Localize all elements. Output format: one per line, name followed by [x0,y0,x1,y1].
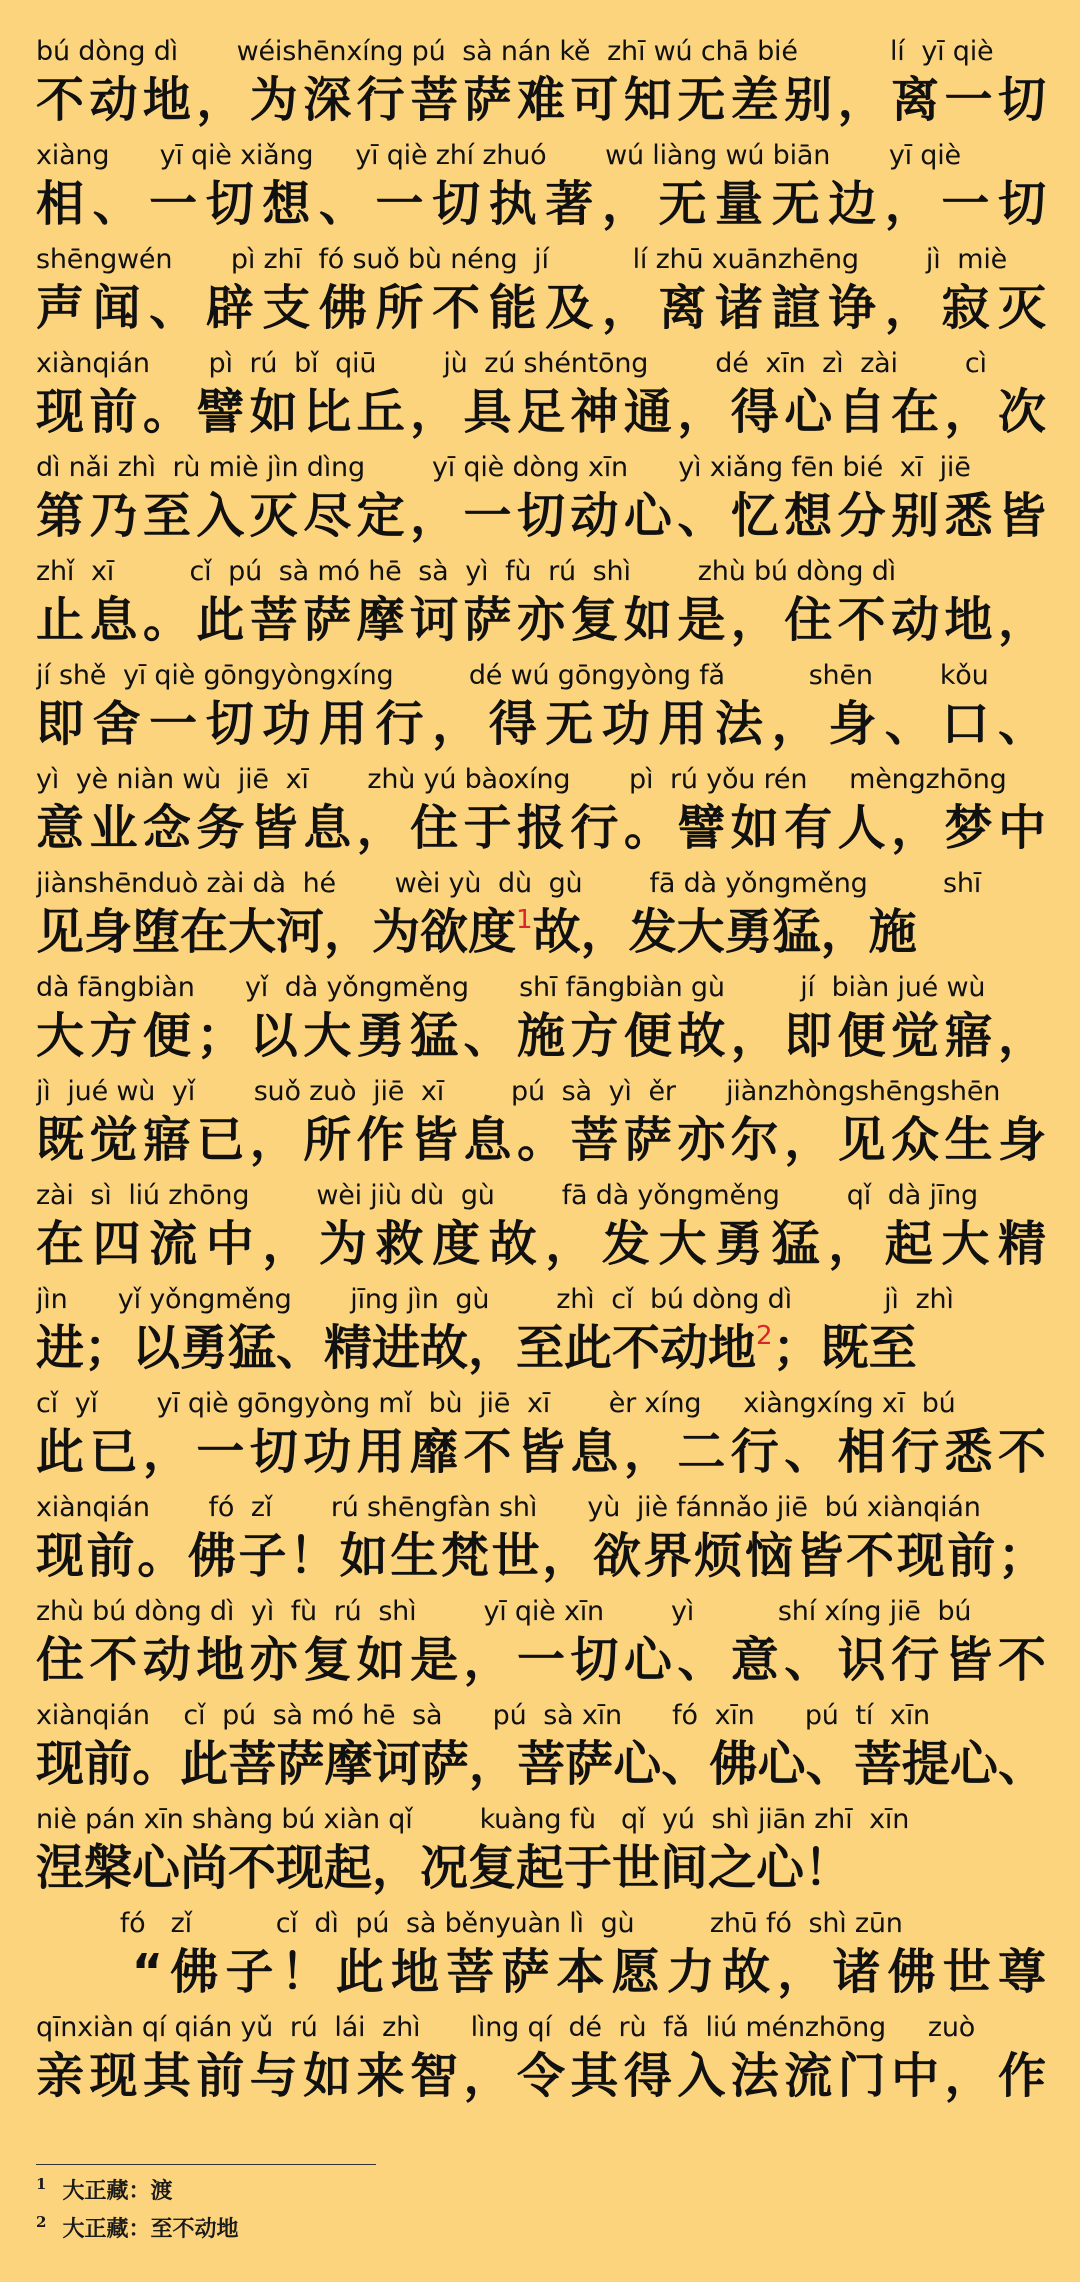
pinyin-row: fó zǐ cǐ dì pú sà běnyuàn lì gù zhū fó shì zūn [36,1908,903,1939]
hanzi-row [36,1316,1046,1380]
pinyin-row: xiànqián cǐ pú sà mó hē sà pú sà xīn fó xīn pú tí xīn [36,1700,930,1731]
text-line [36,1176,1046,1280]
text-line [36,656,1046,760]
pinyin-row: bú dòng dì wéishēnxíng pú sà nán kě zhī wú chā bié lí yī qiè [36,36,994,67]
pinyin-row: zài sì liú zhōng wèi jiù dù gù fā dà yǒngměng qǐ dà jīng [36,1180,978,1211]
hanzi-row: 意业念务皆息，住于报行。譬如有人，梦中 [36,800,1046,856]
hanzi-row: “佛子！此地菩萨本愿力故，诸佛世尊 [36,1944,1046,2000]
hanzi-row: 此已，一切功用靡不皆息，二行、相行悉不 [36,1424,1046,1480]
hanzi-row: 亲现其前与如来智，令其得入法流门中，作 [36,2048,1046,2104]
pinyin-row: jìn yǐ yǒngměng jīng jìn gù zhì cǐ bú dòng dì jì zhì [36,1284,954,1315]
text-line [36,448,1046,552]
hanzi-row: 即舍一切功用行，得无功用法，身、口、 [36,696,1046,752]
pinyin-row: zhù bú dòng dì yì fù rú shì yī qiè xīn yì shí xíng jiē bú [36,1596,972,1627]
text-line [36,1696,1046,1800]
hanzi-row: 第乃至入灭尽定，一切动心、忆想分别悉皆 [36,488,1046,544]
text-line [36,1280,1046,1384]
text-line [36,240,1046,344]
pinyin-row: xiànqián pì rú bǐ qiū jù zú shéntōng dé xīn zì zài cì [36,348,987,379]
hanzi-row: 住不动地亦复如是，一切心、意、识行皆不 [36,1632,1046,1688]
text-line [36,1904,1046,2008]
footnote [36,2174,636,2208]
footnote-divider [36,2164,376,2165]
pinyin-row: jiànshēnduò zài dà hé wèi yù dù gù fā dà yǒngměng shī [36,868,982,899]
text-line [36,552,1046,656]
text-line [36,760,1046,864]
text-line [36,1800,1046,1904]
text-line [36,136,1046,240]
footnote-text: 大正藏：至不动地 [62,2216,239,2242]
pinyin-row: zhǐ xī cǐ pú sà mó hē sà yì fù rú shì zhù bú dòng dì [36,556,896,587]
text-line [36,968,1046,1072]
footnote-ref[interactable]: 2 [756,1321,773,1351]
footnote-text: 大正藏：渡 [62,2178,173,2204]
hanzi-row [36,900,1046,964]
pinyin-row: qīnxiàn qí qián yǔ rú lái zhì lìng qí dé rù fǎ liú ménzhōng zuò [36,2012,976,2043]
hanzi-row: 现前。佛子！如生梵世，欲界烦恼皆不现前； [36,1528,1046,1584]
footnote-number: 2 [36,2213,47,2231]
text-line [36,2008,1046,2112]
hanzi-row: 在四流中，为救度故，发大勇猛，起大精 [36,1216,1046,1272]
hanzi-row: 声闻、辟支佛所不能及，离诸諠诤，寂灭 [36,280,1046,336]
pinyin-row: jì jué wù yǐ suǒ zuò jiē xī pú sà yì ěr jiànzhòngshēngshēn [36,1076,1001,1107]
hanzi-row: 不动地，为深行菩萨难可知无差别，离一切 [36,72,1046,128]
pinyin-row: shēngwén pì zhī fó suǒ bù néng jí lí zhū xuānzhēng jì miè [36,244,1008,275]
hanzi-segment: 故，发大勇猛，施 [532,904,917,960]
hanzi-row: 大方便；以大勇猛、施方便故，即便觉寤， [36,1008,1046,1064]
pinyin-row: dì nǎi zhì rù miè jìn dìng yī qiè dòng xīn yì xiǎng fēn bié xī jiē [36,452,971,483]
pinyin-row: yì yè niàn wù jiē xī zhù yú bàoxíng pì rú yǒu rén mèngzhōng [36,764,1007,795]
pinyin-row: dà fāngbiàn yǐ dà yǒngměng shī fāngbiàn gù jí biàn jué wù [36,972,986,1003]
text-line [36,344,1046,448]
text-line [36,1384,1046,1488]
pinyin-row: cǐ yǐ yī qiè gōngyòng mǐ bù jiē xī èr xíng xiàngxíng xī bú [36,1388,956,1419]
text-line [36,32,1046,136]
pinyin-row: niè pán xīn shàng bú xiàn qǐ kuàng fù qǐ yú shì jiān zhī xīn [36,1804,910,1835]
text-line [36,1488,1046,1592]
pinyin-row: jí shě yī qiè gōngyòngxíng dé wú gōngyòng fǎ shēn kǒu [36,660,989,691]
hanzi-segment: 见身堕在大河，为欲度 [36,904,517,960]
text-line [36,1592,1046,1696]
hanzi-row: 止息。此菩萨摩诃萨亦复如是，住不动地， [36,592,1046,648]
hanzi-row: 既觉寤已，所作皆息。菩萨亦尔，见众生身 [36,1112,1046,1168]
footnote-number: 1 [36,2175,47,2193]
text-line [36,1072,1046,1176]
footnote-ref[interactable]: 1 [516,905,533,935]
hanzi-row: 相、一切想、一切执著，无量无边，一切 [36,176,1046,232]
pinyin-row: xiànqián fó zǐ rú shēngfàn shì yù jiè fánnǎo jiē bú xiànqián [36,1492,981,1523]
footnote [36,2212,636,2246]
hanzi-row: 现前。譬如比丘，具足神通，得心自在，次 [36,384,1046,440]
pinyin-row: xiàng yī qiè xiǎng yī qiè zhí zhuó wú liàng wú biān yī qiè [36,140,961,171]
hanzi-segment: 进；以勇猛、精进故，至此不动地 [36,1320,757,1376]
hanzi-row: 现前。此菩萨摩诃萨，菩萨心、佛心、菩提心、 [36,1736,1046,1792]
text-line [36,864,1046,968]
hanzi-segment: ；既至 [772,1320,917,1376]
hanzi-row: 涅槃心尚不现起，况复起于世间之心！ [36,1840,853,1896]
